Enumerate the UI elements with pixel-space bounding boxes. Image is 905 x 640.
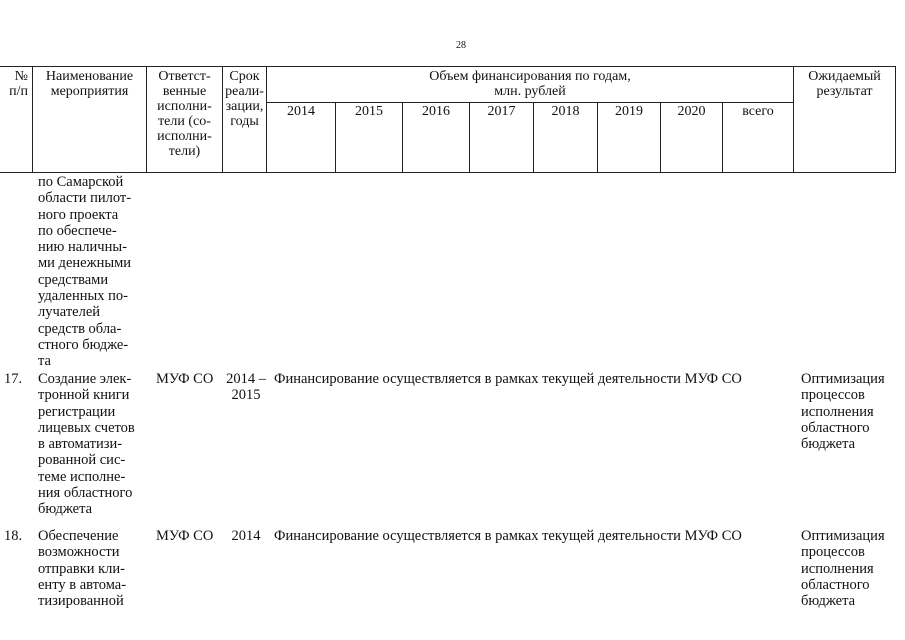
header-year-2019: 2019 [615,104,643,119]
row-name: Создание элек- тронной книги регистрации лицевых счетов в автоматизи- рованной сис- теме исполне- ния областного бюджета [38,371,135,518]
continuation-name: по Самарской области пилот- ного проекта по обеспече- нию наличны- ми денежными средствами удаленных по- лучателей средств обла- стного бюдже- та [38,174,132,370]
header-year-2018: 2018 [551,104,580,119]
row-result: Оптимизация процессов исполнения областного бюджета [801,528,885,610]
header-col-name: Наименование мероприятия [45,69,134,99]
page-number: 28 [456,40,466,51]
header-year-2014: 2014 [287,104,315,119]
header-col-result: Ожидаемый результат [808,69,881,99]
header-col-executors: Ответст- венные исполни- тели (со- исполни- тели) [157,69,212,159]
header-col-num: № п/п [9,69,28,99]
row-financing: Финансирование осуществляется в рамках текущей деятельности МУФ СО [274,528,742,544]
header-year-2020: 2020 [677,104,706,119]
row-name: Обеспечение возможности отправки кли- енту в автома- тизированной [38,528,127,610]
header-year-2016: 2016 [422,104,450,119]
row-term: 2014 [231,528,261,544]
row-executor: МУФ СО [156,528,214,544]
row-term: 2014 – 2015 [226,371,266,404]
row-financing: Финансирование осуществляется в рамках текущей деятельности МУФ СО [274,371,742,387]
header-year-2017: 2017 [487,104,516,119]
header-year-2015: 2015 [355,104,383,119]
header-col-financing: Объем финансирования по годам, млн. рублей [429,69,631,99]
row-executor: МУФ СО [156,371,214,387]
row-result: Оптимизация процессов исполнения областного бюджета [801,371,885,453]
header-total: всего [742,104,774,119]
header-col-term: Срок реали- зации, годы [225,69,264,129]
row-number: 18. [4,528,23,544]
row-number: 17. [4,371,23,387]
